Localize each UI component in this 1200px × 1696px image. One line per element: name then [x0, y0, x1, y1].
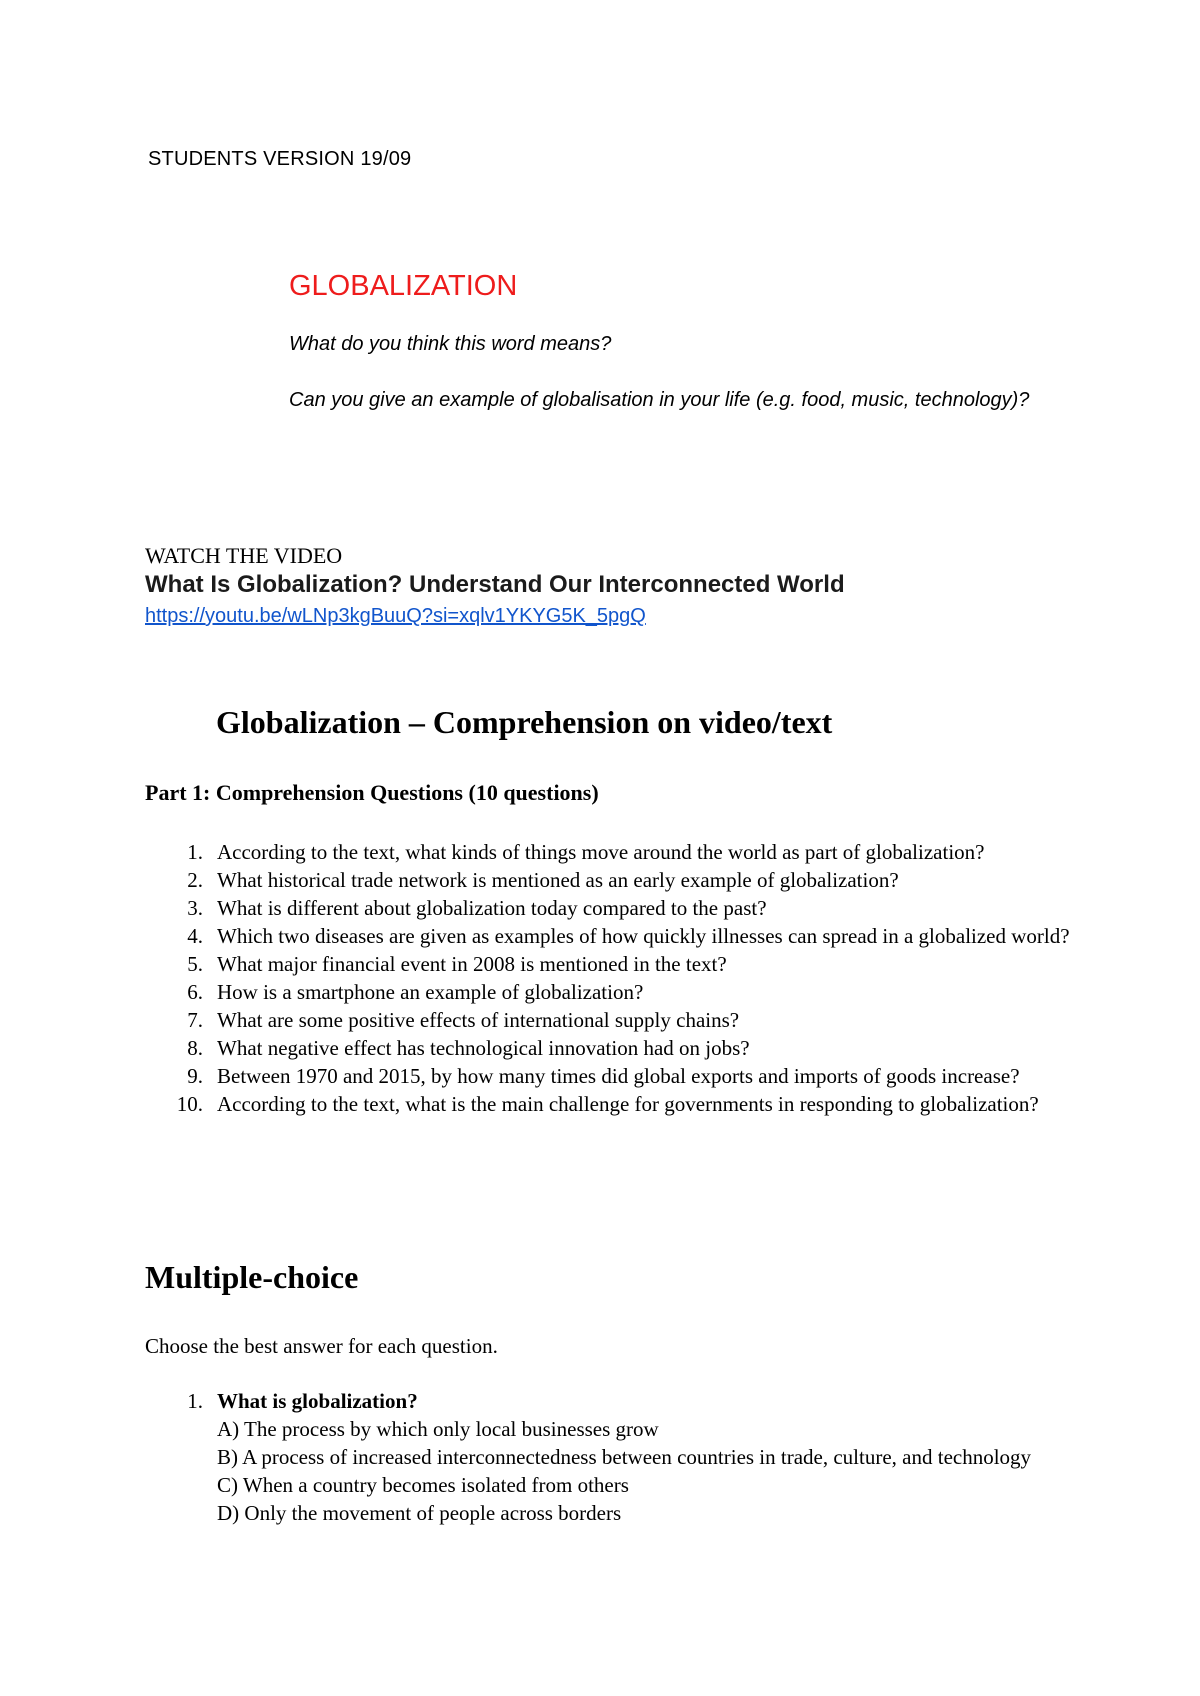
list-item-number: 10.	[176, 1092, 203, 1116]
list-item-number: 1.	[187, 840, 203, 864]
list-item-text: Which two diseases are given as examples of how quickly illnesses can spread in a globalized world?	[217, 924, 1070, 948]
list-item	[145, 1034, 1085, 1062]
mc-option-b: B) A process of increased interconnectedness between countries in trade, culture, and technology	[217, 1445, 1032, 1469]
version-label: STUDENTS VERSION 19/09	[148, 148, 412, 170]
video-link[interactable]: https://youtu.be/wLNp3kgBuuQ?si=xqlv1YKYG5K_5pgQ	[145, 605, 646, 627]
watch-video-label: WATCH THE VIDEO	[145, 543, 343, 568]
multiple-choice-list	[145, 1387, 1085, 1527]
list-item-number: 1.	[187, 1389, 203, 1413]
list-item-number: 6.	[187, 980, 203, 1004]
list-item-text: Between 1970 and 2015, by how many times did global exports and imports of goods increase?	[217, 1064, 1020, 1088]
list-item-text: How is a smartphone an example of globalization?	[217, 980, 644, 1004]
multiple-choice-title: Multiple-choice	[145, 1259, 359, 1295]
list-item-number: 2.	[187, 868, 203, 892]
video-title: What Is Globalization? Understand Our Interconnected World	[145, 571, 845, 598]
list-item-text: According to the text, what is the main challenge for governments in responding to globalization?	[217, 1092, 1039, 1116]
list-item	[145, 978, 1085, 1006]
list-item	[145, 866, 1085, 894]
list-item-text: What are some positive effects of international supply chains?	[217, 1008, 740, 1032]
list-item-number: 3.	[187, 896, 203, 920]
list-item-text: What is different about globalization today compared to the past?	[217, 896, 767, 920]
list-item	[145, 950, 1085, 978]
comprehension-title: Globalization – Comprehension on video/text	[216, 704, 833, 740]
list-item-text: What historical trade network is mentioned as an early example of globalization?	[217, 868, 899, 892]
list-item-number: 7.	[187, 1008, 203, 1032]
list-item-number: 5.	[187, 952, 203, 976]
list-item	[145, 1006, 1085, 1034]
list-item-number: 8.	[187, 1036, 203, 1060]
mc-question-text: What is globalization?	[217, 1389, 418, 1413]
part-1-title: Part 1: Comprehension Questions (10 questions)	[145, 780, 599, 805]
list-item	[145, 922, 1085, 950]
list-item-text: What negative effect has technological innovation had on jobs?	[217, 1036, 750, 1060]
intro-section	[289, 268, 1049, 442]
mc-option-c: C) When a country becomes isolated from others	[217, 1473, 629, 1497]
list-item	[145, 894, 1085, 922]
mc-option-a: A) The process by which only local businesses grow	[217, 1417, 659, 1441]
list-item-text: According to the text, what kinds of things move around the world as part of globalization?	[217, 840, 985, 864]
intro-title: GLOBALIZATION	[289, 270, 518, 302]
list-item	[145, 838, 1085, 866]
list-item-number: 9.	[187, 1064, 203, 1088]
comprehension-question-list	[145, 838, 1085, 1118]
list-item-text: What major financial event in 2008 is mentioned in the text?	[217, 952, 727, 976]
list-item-number: 4.	[187, 924, 203, 948]
list-item	[145, 1090, 1085, 1118]
multiple-choice-instruction: Choose the best answer for each question.	[145, 1334, 498, 1358]
mc-option-d: D) Only the movement of people across borders	[217, 1501, 622, 1525]
intro-question-meaning: What do you think this word means?	[289, 333, 612, 355]
intro-question-example: Can you give an example of globalisation in your life (e.g. food, music, technology)?	[289, 389, 1030, 411]
list-item	[145, 1387, 1085, 1527]
video-section	[145, 542, 1105, 630]
list-item	[145, 1062, 1085, 1090]
